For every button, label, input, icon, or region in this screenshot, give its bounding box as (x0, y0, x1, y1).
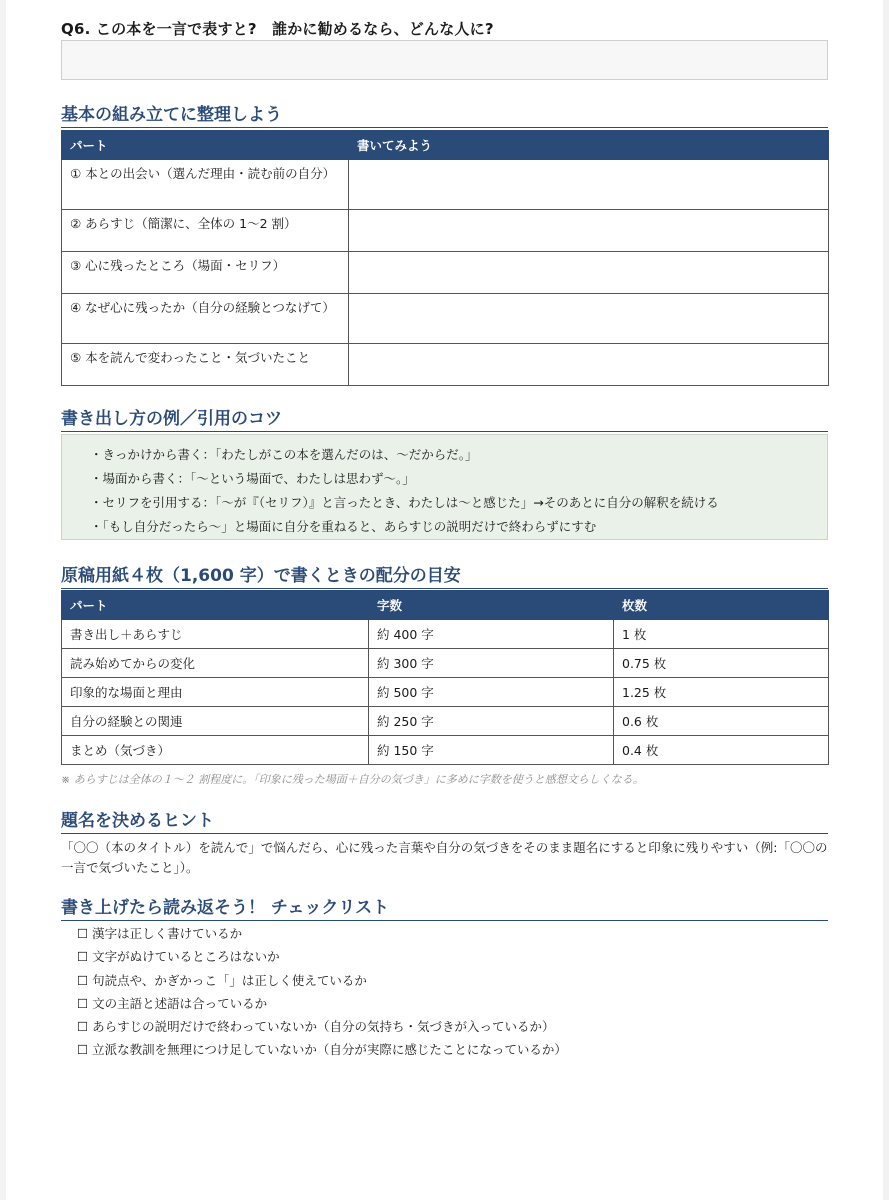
allocation-part: 読み始めてからの変化 (62, 649, 369, 678)
column-header-chars: 字数 (369, 591, 614, 620)
structure-row-label: ① 本との出会い（選んだ理由・読む前の自分） (62, 160, 349, 210)
structure-answer-cell[interactable] (349, 160, 829, 210)
table-row (62, 736, 829, 765)
column-header-part: パート (62, 591, 369, 620)
allocation-sheets: 0.6 枚 (614, 707, 829, 736)
allocation-section-title: 原稿用紙４枚（1,600 字）で書くときの配分の目安 (61, 561, 828, 589)
question-q6: Q6. この本を一言で表すと? 誰かに勧めるなら、どんな人に? (61, 20, 494, 38)
allocation-part: 印象的な場面と理由 (62, 678, 369, 707)
checklist-item[interactable]: ☐ 文字がぬけているところはないか (77, 949, 280, 965)
allocation-chars: 約 400 字 (369, 620, 614, 649)
tip-item: ・場面から書く：「〜という場面で、わたしは思わず〜。」 (90, 471, 415, 486)
structure-row-label: ④ なぜ心に残ったか（自分の経験とつなげて） (62, 294, 349, 344)
checklist-item[interactable]: ☐ 漢字は正しく書けているか (77, 926, 243, 941)
tip-item: ・「もし自分だったら〜」と場面に自分を重ねると、あらすじの説明だけで終わらずにすむ (90, 519, 597, 534)
table-row (62, 707, 829, 736)
worksheet-page (6, 0, 883, 1200)
tip-item: ・セリフを引用する：「〜が『（セリフ）』と言ったとき、わたしは〜と感じた」→そのあとに自分の解釈を続ける (90, 495, 719, 510)
structure-table-wrap (61, 130, 828, 386)
title-hint-section-title: 題名を決めるヒント (61, 806, 828, 834)
allocation-sheets: 0.75 枚 (614, 649, 829, 678)
checklist-item[interactable]: ☐ 文の主語と述語は合っているか (77, 995, 268, 1011)
structure-row-label: ③ 心に残ったところ（場面・セリフ） (62, 252, 349, 294)
checklist-item[interactable]: ☐ 句読点や、かぎかっこ「」は正しく使えているか (77, 972, 367, 988)
tips-section-title: 書き出し方の例／引用のコツ (61, 404, 828, 432)
allocation-part: まとめ（気づき） (62, 736, 369, 765)
allocation-sheets: 0.4 枚 (614, 736, 829, 765)
allocation-chars: 約 500 字 (369, 678, 614, 707)
allocation-note: ※ あらすじは全体の１〜２ 割程度に。「印象に残った場面＋自分の気づき」に多めに字数を使うと感想文らしくなる。 (61, 773, 644, 786)
checklist-item[interactable]: ☐ 立派な教訓を無理につけ足していないか（自分が実際に感じたことになっているか） (77, 1042, 567, 1058)
structure-row-label: ② あらすじ（簡潔に、全体の 1〜2 割） (62, 210, 349, 252)
checklist (61, 922, 844, 1062)
checklist-section-title: 書き上げたら読み返そう！ チェックリスト (61, 893, 828, 921)
allocation-table (61, 590, 829, 765)
allocation-chars: 約 250 字 (369, 707, 614, 736)
table-row (62, 678, 829, 707)
allocation-table-wrap (61, 590, 828, 765)
checklist-item[interactable]: ☐ あらすじの説明だけで終わっていないか（自分の気持ち・気づきが入っているか） (77, 1019, 555, 1035)
allocation-part: 書き出し＋あらすじ (62, 620, 369, 649)
allocation-chars: 約 150 字 (369, 736, 614, 765)
column-header-part: パート (62, 131, 349, 160)
title-hint-text: 「〇〇（本のタイトル）を読んで」で悩んだら、心に残った言葉や自分の気づきをそのまま題名にすると印象に残りやすい（例:「〇〇の一言で気づいたこと」）。 (61, 840, 828, 875)
allocation-part: 自分の経験との関連 (62, 707, 369, 736)
column-header-write: 書いてみよう (349, 131, 829, 160)
column-header-sheets: 枚数 (614, 591, 829, 620)
structure-answer-cell[interactable] (349, 210, 829, 252)
allocation-sheets: 1.25 枚 (614, 678, 829, 707)
allocation-sheets: 1 枚 (614, 620, 829, 649)
structure-answer-cell[interactable] (349, 252, 829, 294)
q6-answer-field[interactable] (61, 40, 828, 80)
structure-answer-cell[interactable] (349, 344, 829, 386)
table-row (62, 649, 829, 678)
structure-section-title: 基本の組み立てに整理しよう (61, 100, 828, 128)
structure-table (61, 130, 829, 386)
allocation-chars: 約 300 字 (369, 649, 614, 678)
structure-answer-cell[interactable] (349, 294, 829, 344)
table-row (62, 620, 829, 649)
tips-box (61, 434, 828, 540)
tip-item: ・きっかけから書く：「わたしがこの本を選んだのは、〜だからだ。」 (90, 447, 478, 462)
structure-row-label: ⑤ 本を読んで変わったこと・気づいたこと (62, 344, 349, 386)
